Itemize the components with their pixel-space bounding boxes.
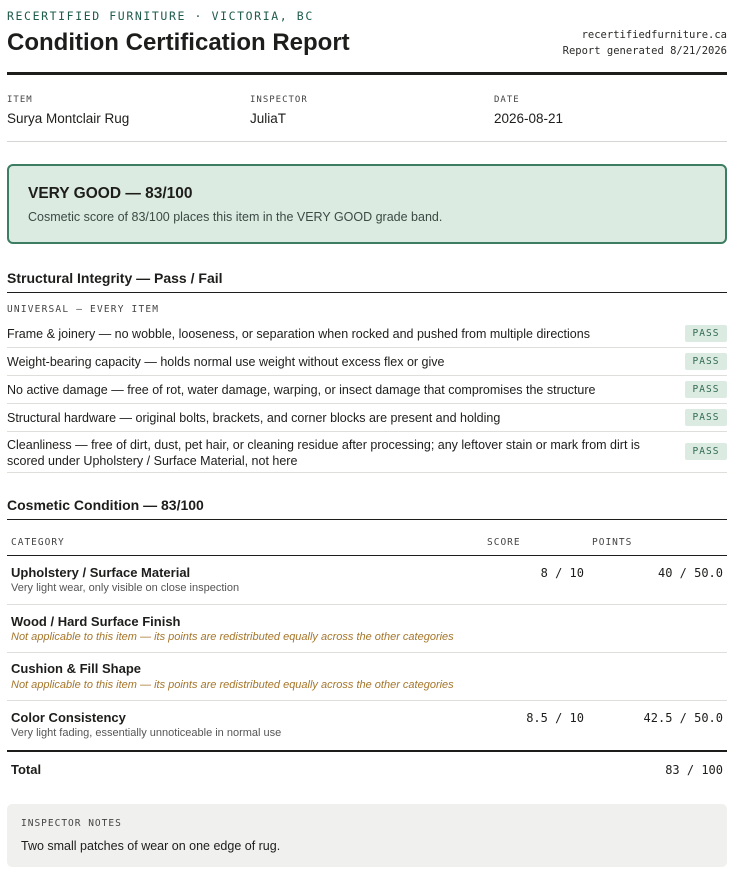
item-label: ITEM: [7, 95, 33, 105]
table-row: [7, 556, 727, 605]
inspector-notes: [7, 804, 727, 867]
check-row: [7, 404, 727, 432]
category-name: Wood / Hard Surface Finish: [11, 614, 181, 629]
category-score: 8.5 / 10: [526, 711, 584, 725]
report-meta: [563, 27, 727, 59]
check-row: [7, 376, 727, 404]
column-header-score: SCORE: [487, 537, 521, 548]
category-note: Very light wear, only visible on close inspection: [11, 582, 240, 594]
table-row: [7, 701, 727, 749]
pass-badge: PASS: [685, 325, 727, 342]
check-row: [7, 348, 727, 376]
date-info: [494, 95, 563, 126]
inspector-value: JuliaT: [250, 111, 287, 126]
category-name: Color Consistency: [11, 710, 126, 725]
date-label: DATE: [494, 95, 520, 105]
check-text: Weight-bearing capacity — holds normal use weight without excess flex or give: [7, 355, 445, 369]
pass-badge: PASS: [685, 409, 727, 426]
table-row: [7, 605, 727, 653]
brand-name: RECERTIFIED FURNITURE · VICTORIA, BC: [7, 9, 314, 23]
grade-description: Cosmetic score of 83/100 places this item in the VERY GOOD grade band.: [28, 210, 443, 224]
category-note: Not applicable to this item — its points are redistributed equally across the other categories: [11, 679, 454, 691]
cosmetic-section-title: Cosmetic Condition — 83/100: [7, 497, 204, 513]
category-points: 42.5 / 50.0: [643, 711, 723, 725]
category-score: 8 / 10: [540, 566, 584, 580]
table-row: [7, 653, 727, 701]
structural-group-label: UNIVERSAL — EVERY ITEM: [7, 304, 160, 315]
notes-text: Two small patches of wear on one edge of rug.: [21, 839, 281, 853]
column-header-category: CATEGORY: [11, 537, 65, 548]
pass-badge: PASS: [685, 381, 727, 398]
structural-divider: [7, 292, 727, 293]
structural-section-title: Structural Integrity — Pass / Fail: [7, 270, 223, 286]
generated-text: Report generated 8/21/2026: [562, 45, 727, 57]
notes-label: INSPECTOR NOTES: [21, 818, 122, 829]
pass-badge: PASS: [685, 443, 727, 460]
category-points: 40 / 50.0: [657, 566, 723, 580]
check-text: Frame & joinery — no wobble, looseness, or separation when rocked and pushed from multiple directions: [7, 327, 590, 341]
pass-badge: PASS: [685, 353, 727, 370]
item-info: [7, 95, 129, 126]
grade-banner: [7, 164, 727, 244]
inspector-info: [250, 95, 308, 126]
category-note: Not applicable to this item — its points are redistributed equally across the other categories: [11, 631, 454, 643]
header-divider: [7, 72, 727, 75]
page-title: Condition Certification Report: [7, 29, 350, 56]
check-row: [7, 320, 727, 348]
check-text: No active damage — free of rot, water damage, warping, or insect damage that compromises the structure: [7, 383, 596, 397]
total-divider: [7, 750, 727, 752]
info-divider: [7, 141, 727, 142]
check-text: Cleanliness — free of dirt, dust, pet hair, or cleaning residue after processing; any leftover stain or mark from dirt is scored under Upholstery / Surface Material, not here: [7, 438, 640, 468]
inspector-label: INSPECTOR: [250, 95, 308, 105]
date-value: 2026-08-21: [494, 111, 564, 126]
category-name: Cushion & Fill Shape: [11, 661, 142, 676]
cosmetic-divider: [7, 519, 727, 520]
category-note: Very light fading, essentially unnoticeable in normal use: [11, 727, 282, 739]
total-value: 83 / 100: [665, 763, 723, 777]
check-text: Structural hardware — original bolts, brackets, and corner blocks are present and holding: [7, 411, 501, 425]
grade-title: VERY GOOD — 83/100: [28, 185, 193, 202]
item-value: Surya Montclair Rug: [7, 111, 130, 126]
column-header-points: POINTS: [592, 537, 633, 548]
website-text: recertifiedfurniture.ca: [581, 29, 727, 41]
category-name: Upholstery / Surface Material: [11, 565, 191, 580]
check-row: [7, 432, 727, 473]
total-label: Total: [11, 762, 42, 777]
